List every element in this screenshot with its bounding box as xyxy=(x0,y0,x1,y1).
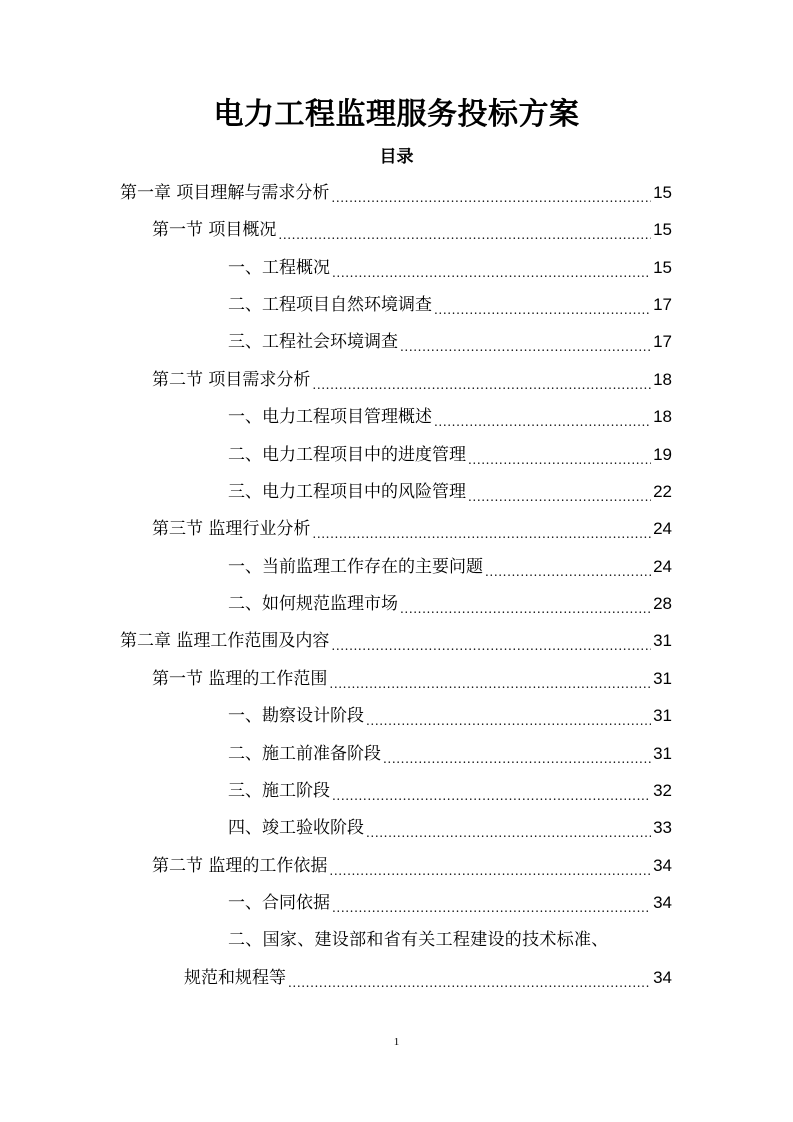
toc-leader-dots xyxy=(329,671,651,697)
toc-page-number: 33 xyxy=(653,818,672,837)
toc-entry-title: 第一节 监理的工作范围 xyxy=(152,669,328,689)
toc-leader-dots xyxy=(434,409,651,435)
toc-page-number: 19 xyxy=(653,445,672,464)
toc-entry-title: 三、电力工程项目中的风险管理 xyxy=(228,482,466,502)
toc-entry-subsection[interactable] xyxy=(228,773,672,809)
toc-page-number: 31 xyxy=(653,669,672,688)
toc-leader-dots xyxy=(278,222,651,248)
toc-entry-continuation[interactable] xyxy=(184,960,672,996)
toc-entry-title: 第二节 项目需求分析 xyxy=(152,370,311,390)
toc-leader-dots xyxy=(468,447,651,473)
toc-page-number: 31 xyxy=(653,706,672,725)
toc-page-number: 24 xyxy=(653,557,672,576)
toc-entry-title: 第一节 项目概况 xyxy=(152,220,277,240)
toc-entry-subsection[interactable] xyxy=(228,399,672,435)
toc-page-number: 34 xyxy=(653,968,672,987)
toc-page-number: 28 xyxy=(653,594,672,613)
toc-entry-section[interactable] xyxy=(152,511,672,547)
toc-entry-title: 二、施工前准备阶段 xyxy=(228,744,381,764)
toc-leader-dots xyxy=(288,970,651,996)
toc-leader-dots xyxy=(468,484,651,510)
toc-entry-title: 四、竣工验收阶段 xyxy=(228,818,364,838)
toc-entry-chapter[interactable] xyxy=(120,175,672,211)
toc-page-number: 31 xyxy=(653,744,672,763)
toc-entry-subsection[interactable] xyxy=(228,549,672,585)
toc-page-number: 34 xyxy=(653,856,672,875)
toc-page-number: 15 xyxy=(653,258,672,277)
page-number: 1 xyxy=(393,1036,400,1048)
toc-entry-title: 第二节 监理的工作依据 xyxy=(152,856,328,876)
toc-leader-dots xyxy=(329,858,651,884)
toc-entry-title: 二、国家、建设部和省有关工程建设的技术标准、 xyxy=(228,930,609,950)
toc-leader-dots xyxy=(331,185,651,211)
toc-page-number: 15 xyxy=(653,220,672,239)
toc-entry-section[interactable] xyxy=(152,848,672,884)
toc-entry-subsection[interactable] xyxy=(228,324,672,360)
toc-leader-dots xyxy=(400,596,651,622)
toc-entry-subsection[interactable] xyxy=(228,698,672,734)
toc-entry-title: 一、工程概况 xyxy=(228,258,330,278)
toc-leader-dots xyxy=(400,334,651,360)
toc-entry-title: 二、如何规范监理市场 xyxy=(228,594,398,614)
toc-entry-subsection-wrapped[interactable] xyxy=(228,922,672,958)
toc-entry-subsection[interactable] xyxy=(228,250,672,286)
toc-leader-dots xyxy=(383,746,651,772)
toc-page-number: 17 xyxy=(653,295,672,314)
toc-leader-dots xyxy=(434,297,651,323)
document-title: 电力工程监理服务投标方案 xyxy=(213,97,580,132)
toc-entry-title: 二、工程项目自然环境调查 xyxy=(228,295,432,315)
toc-entry-subsection[interactable] xyxy=(228,810,672,846)
toc-entry-title: 第三节 监理行业分析 xyxy=(152,519,311,539)
toc-leader-dots xyxy=(332,895,651,921)
toc-page-number: 17 xyxy=(653,332,672,351)
toc-entry-subsection[interactable] xyxy=(228,437,672,473)
toc-entry-title: 三、工程社会环境调查 xyxy=(228,332,398,352)
toc-leader-dots xyxy=(485,559,651,585)
toc-entry-title: 二、电力工程项目中的进度管理 xyxy=(228,445,466,465)
toc-entry-title: 一、勘察设计阶段 xyxy=(228,706,364,726)
toc-leader-dots xyxy=(331,633,651,659)
toc-page-number: 34 xyxy=(653,893,672,912)
toc-leader-dots xyxy=(332,783,651,809)
toc-entry-subsection[interactable] xyxy=(228,586,672,622)
toc-entry-title-continuation: 规范和规程等 xyxy=(184,968,286,988)
toc-leader-dots xyxy=(366,820,651,846)
toc-entry-title: 一、电力工程项目管理概述 xyxy=(228,407,432,427)
toc-page-number: 18 xyxy=(653,370,672,389)
toc-leader-dots xyxy=(332,260,651,286)
toc-entry-title: 一、合同依据 xyxy=(228,893,330,913)
toc-leader-dots xyxy=(366,708,651,734)
toc-page-number: 18 xyxy=(653,407,672,426)
toc-leader-dots xyxy=(312,372,651,398)
toc-entry-subsection[interactable] xyxy=(228,885,672,921)
toc-entry-title: 一、当前监理工作存在的主要问题 xyxy=(228,557,483,577)
toc-entry-subsection[interactable] xyxy=(228,474,672,510)
toc-page-number: 15 xyxy=(653,183,672,202)
toc-entry-section[interactable] xyxy=(152,362,672,398)
toc-page-number: 24 xyxy=(653,519,672,538)
toc-entry-section[interactable] xyxy=(152,661,672,697)
toc-entry-title: 第二章 监理工作范围及内容 xyxy=(120,631,330,651)
toc-page-number: 31 xyxy=(653,631,672,650)
toc-heading: 目录 xyxy=(379,147,414,167)
toc-page-number: 22 xyxy=(653,482,672,501)
toc-entry-subsection[interactable] xyxy=(228,287,672,323)
toc-entry-section[interactable] xyxy=(152,212,672,248)
toc-entry-subsection[interactable] xyxy=(228,736,672,772)
toc-entry-title: 第一章 项目理解与需求分析 xyxy=(120,183,330,203)
toc-leader-dots xyxy=(312,521,651,547)
toc-page-number: 32 xyxy=(653,781,672,800)
toc-entry-chapter[interactable] xyxy=(120,623,672,659)
toc-entry-title: 三、施工阶段 xyxy=(228,781,330,801)
